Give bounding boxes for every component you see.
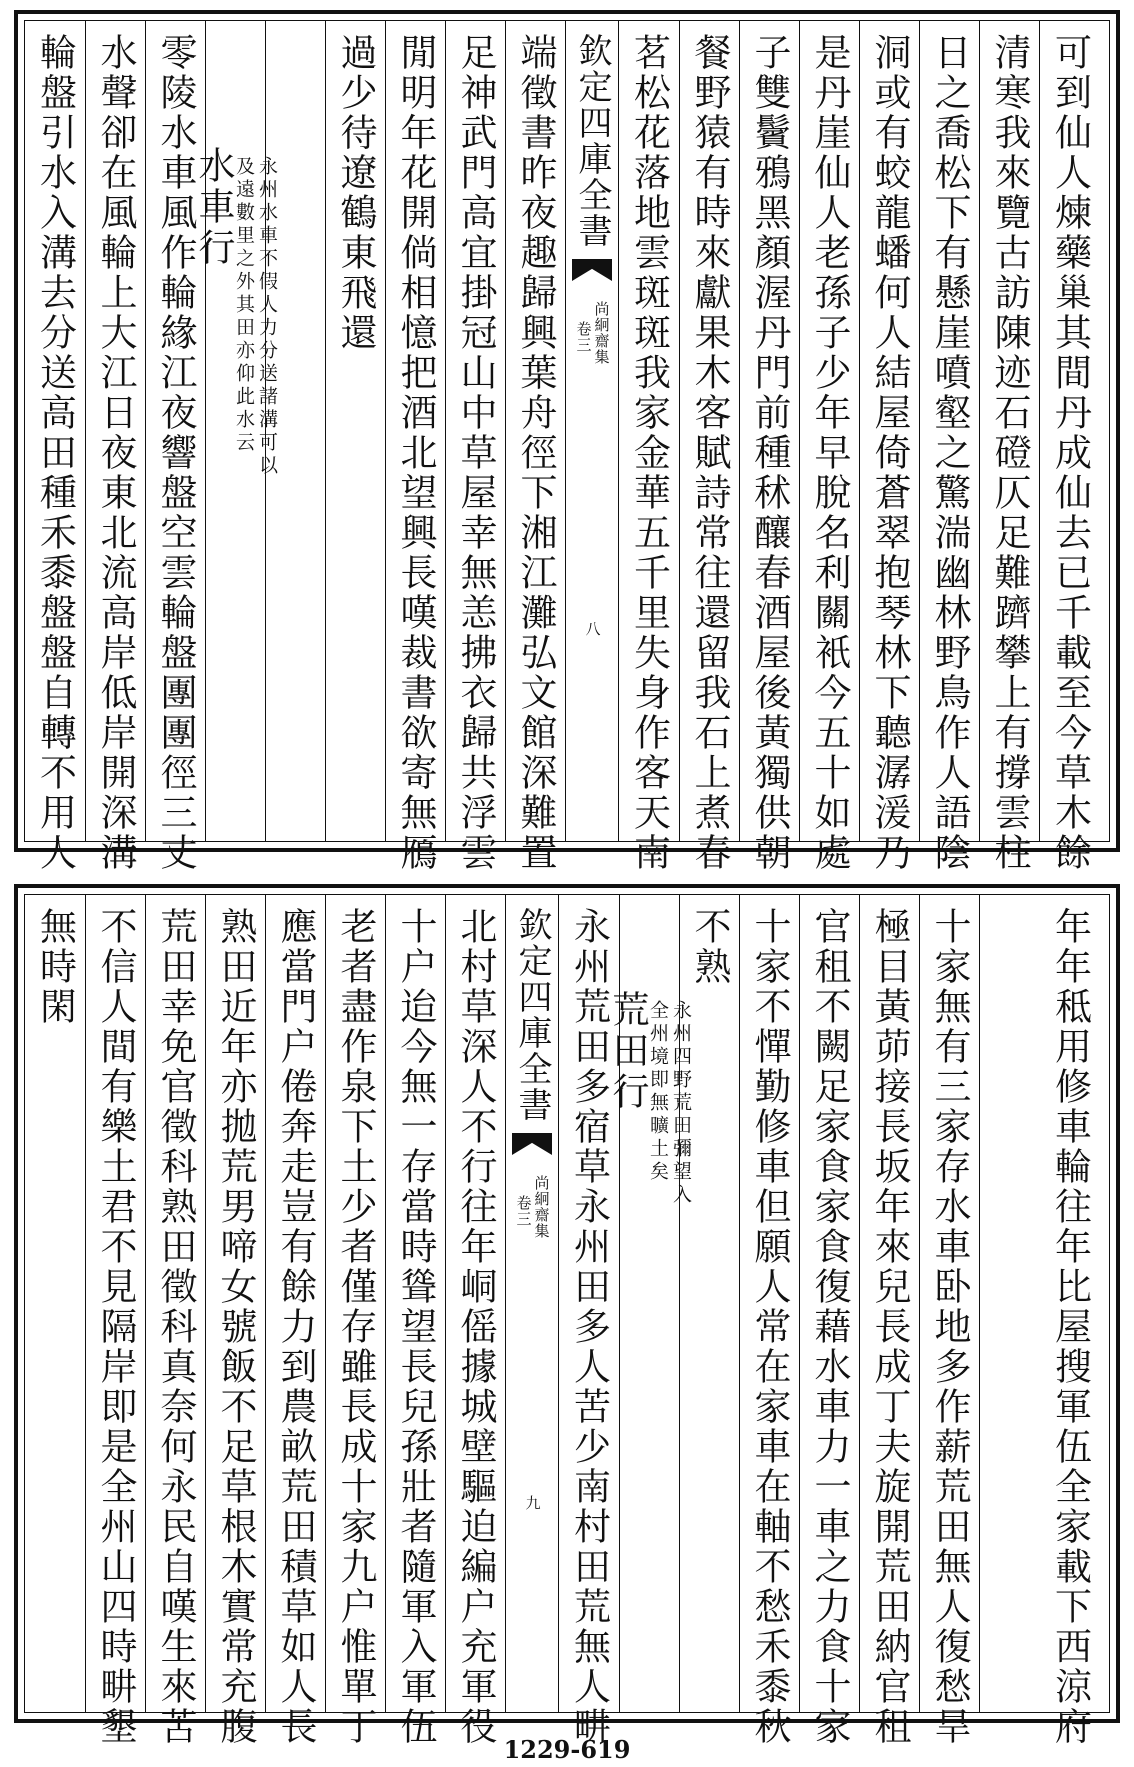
collection-title: 尚絅齋集 — [532, 1175, 551, 1239]
text-column: 十家無有三家存水車卧地多作薪荒田無人復愁旱 — [919, 895, 979, 1712]
text-column: 子雙鬢鴉黑顏渥丹門前種秫釀春酒屋後黃獨供朝 — [739, 21, 799, 841]
text-column: 老者盡作泉下土少者僅存雖長成十家九户惟單丁 — [325, 895, 385, 1712]
book-title: 欽定四庫全書 — [572, 33, 612, 249]
bottom-page-frame — [14, 884, 1120, 1747]
text-column: 水聲卻在風輪上大江日夜東北流高岸低岸開深溝 — [85, 21, 145, 841]
poem-note: 全州境即無曠土矣 — [647, 1000, 669, 1184]
text-column: 端徵書昨夜趣歸興葉舟徑下湘江灘弘文館深難置 — [505, 21, 565, 841]
center-margin — [505, 895, 559, 1712]
leaf-number: 九 — [523, 1495, 542, 1510]
volume-number: 卷三 — [514, 1195, 533, 1227]
fish-tail-mark — [512, 1133, 552, 1155]
book-title: 欽定四庫全書 — [512, 907, 552, 1123]
text-column: 零陵水車風作輪緣江夜響盤空雲輪盤團團徑三丈 — [145, 21, 205, 841]
fish-tail-mark — [572, 259, 612, 281]
text-column: 十户迨今無一存當時聳望長兒孫壯者隨軍入軍伍 — [385, 895, 445, 1712]
text-column: 無時閑 — [33, 907, 77, 1027]
top-page-inner-frame — [24, 20, 1110, 873]
top-page-frame — [14, 10, 1120, 873]
text-column: 茗松花落地雲斑斑我家金華五千里失身作客天南 — [627, 33, 671, 873]
text-column: 十家不憚勤修車但願人常在家車在軸不愁禾黍秋 — [739, 895, 799, 1712]
text-column: 不熟 — [679, 895, 739, 1712]
poem-title: 荒田行 — [606, 990, 649, 1113]
center-margin — [565, 21, 619, 841]
text-column: 官租不闕足家食家食復藉水車力一車之力食十家 — [799, 895, 859, 1712]
bottom-page-inner-frame — [24, 894, 1110, 1747]
text-column: 足神武門高宜掛冠山中草屋幸無恙拂衣歸共浮雲 — [445, 21, 505, 841]
poem-title-column — [606, 895, 692, 1712]
scan-page-label: 1229-619 — [503, 1735, 631, 1764]
poem-title-column — [192, 21, 278, 841]
text-column: 極目黃茆接長坂年來兒長成丁夫旋開荒田納官租 — [859, 895, 919, 1712]
text-column: 清寒我來覽古訪陳迹石磴仄足難躋攀上有撐雲柱 — [979, 21, 1039, 841]
text-column: 應當門户倦奔走豈有餘力到農畝荒田積草如人長 — [265, 895, 325, 1712]
text-column: 北村草深人不行往年峒傜據城壁驅迫編户充軍役 — [445, 895, 505, 1712]
collection-title: 尚絅齋集 — [592, 301, 611, 365]
text-column: 過少待遼鶴東飛還 — [325, 21, 385, 841]
text-column: 年年秪用修車輪往年比屋搜軍伍全家載下西涼府 — [979, 895, 1100, 1712]
poem-note: 及遠數里之外其田亦仰此水云 — [233, 156, 255, 455]
volume-number: 卷三 — [574, 321, 593, 353]
text-column: 閒明年花開倘相憶把酒北望興長嘆裁書欲寄無鴈 — [385, 21, 445, 841]
leaf-number: 八 — [583, 621, 602, 636]
text-column: 不信人間有樂土君不見隔岸即是全州山四時畊墾 — [85, 895, 145, 1712]
text-column: 餐野猿有時來獻果木客賦詩常往還留我石上煮春 — [679, 21, 739, 841]
text-column: 輪盤引水入溝去分送高田種禾黍盤盤自轉不用人 — [33, 33, 77, 873]
text-column: 荒田幸免官徵科熟田徵科真奈何永民自嘆生來苦 — [145, 895, 205, 1712]
poem-note: 永州水車不假人力分送諸溝可以 — [256, 156, 278, 478]
poem-title: 水車行 — [192, 146, 235, 269]
text-column: 洞或有蛟龍蟠何人結屋倚蒼翠抱琴林下聽潺湲乃 — [859, 21, 919, 841]
text-column — [265, 21, 325, 841]
text-column: 是丹崖仙人老孫子少年早脫名利關衹今五十如處 — [799, 21, 859, 841]
poem-note: 永州四野荒田彌望入 — [670, 1000, 692, 1207]
text-column: 永州荒田多宿草永州田多人苦少南村田荒無人畊 — [567, 907, 611, 1747]
text-column: 可到仙人煉藥巢其間丹成仙去已千載至今草木餘 — [1039, 21, 1100, 841]
text-column: 熟田近年亦拋荒男啼女號飯不足草根木實常充腹 — [205, 895, 265, 1712]
text-column: 日之喬松下有懸崖噴壑之驚湍幽林野鳥作人語陰 — [919, 21, 979, 841]
